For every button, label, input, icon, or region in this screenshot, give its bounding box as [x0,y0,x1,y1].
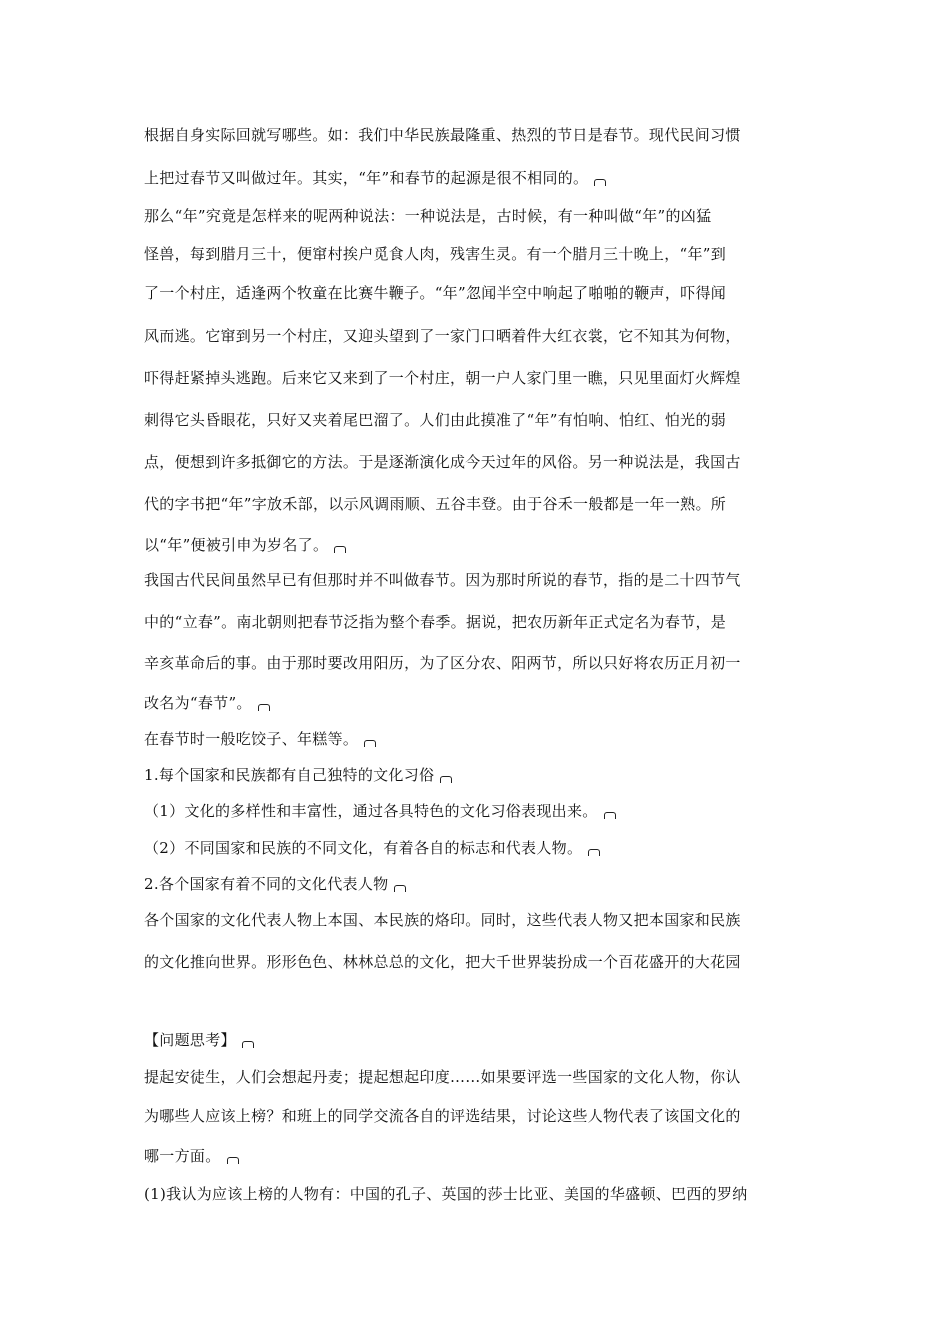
line-text: 以“年”便被引申为岁名了。 [144,536,329,554]
paragraph-line [144,368,741,388]
paragraph-line [144,765,452,785]
paragraph-line [144,874,406,894]
line-text: 哪一方面。 [144,1147,221,1165]
line-text: (1)我认为应该上榜的人物有：中国的孔子、英国的莎士比亚、美国的华盛顿、巴西的罗纳 [144,1185,748,1203]
line-text: 代的字书把“年”字放禾部，以示风调雨顺、五谷丰登。由于谷禾一般都是一年一熟。所 [144,495,727,513]
paragraph-line [144,283,726,303]
line-text: 刺得它头昏眼花，只好又夹着尾巴溜了。人们由此摸准了“年”有怕响、怕红、怕光的弱 [144,411,727,429]
line-text: 2.各个国家有着不同的文化代表人物 [144,875,389,893]
paragraph-line [144,452,741,472]
line-text: 那么“年”究竟是怎样来的呢两种说法：一种说法是，古时候，有一种叫做“年”的凶猛 [144,207,712,225]
paragraph-mark-icon [227,1157,239,1164]
paragraph-line [144,326,741,346]
paragraph-line [144,1146,239,1166]
paragraph-mark-icon [334,546,346,553]
line-text: 我国古代民间虽然早已有但那时并不叫做春节。因为那时所说的春节，指的是二十四节气 [144,571,741,589]
paragraph-mark-icon [242,1041,254,1048]
line-text: 怪兽，每到腊月三十，便窜村挨户觅食人肉，残害生灵。有一个腊月三十晚上，“年”到 [144,245,727,263]
paragraph-line [144,1184,748,1204]
paragraph-line [144,125,741,145]
line-text: （2）不同国家和民族的不同文化，有着各自的标志和代表人物。 [144,839,583,857]
line-text: 中的“立春”。南北朝则把春节泛指为整个春季。据说，把农历新年正式定名为春节，是 [144,613,727,631]
paragraph-line [144,693,270,713]
line-text: 根据自身实际回就写哪些。如：我们中华民族最隆重、热烈的节日是春节。现代民间习惯 [144,126,741,144]
paragraph-mark-icon [604,812,616,819]
paragraph-line [144,535,346,555]
line-text: 风而逃。它窜到另一个村庄，又迎头望到了一家门口晒着件大红衣裳，它不知其为何物， [144,327,741,345]
paragraph-line [144,1106,741,1126]
paragraph-mark-icon [594,179,606,186]
paragraph-line [144,1067,741,1087]
paragraph-line [144,729,376,749]
paragraph-line [144,244,726,264]
line-text: 上把过春节又叫做过年。其实，“年”和春节的起源是很不相同的。 [144,169,589,187]
paragraph-line [144,952,741,972]
line-text: 吓得赶紧掉头逃跑。后来它又来到了一个村庄，朝一户人家门里一瞧，只见里面灯火辉煌 [144,369,741,387]
paragraph-mark-icon [394,885,406,892]
paragraph-line [144,570,741,590]
paragraph-line [144,910,741,930]
line-text: 提起安徒生，人们会想起丹麦；提起想起印度……如果要评选一些国家的文化人物，你认 [144,1068,741,1086]
paragraph-line [144,494,726,514]
paragraph-line [144,838,600,858]
paragraph-mark-icon [440,776,452,783]
line-text: 1.每个国家和民族都有自己独特的文化习俗 [144,766,435,784]
paragraph-line [144,410,726,430]
paragraph-mark-icon [258,704,270,711]
paragraph-line [144,801,616,821]
line-text: 各个国家的文化代表人物上本国、本民族的烙印。同时，这些代表人物又把本国家和民族 [144,911,741,929]
paragraph-line [144,612,726,632]
line-text: 在春节时一般吃饺子、年糕等。 [144,730,359,748]
line-text: 辛亥革命后的事。由于那时要改用阳历，为了区分农、阳两节，所以只好将农历正月初一 [144,654,741,672]
paragraph-line [144,206,711,226]
paragraph-line [144,1030,254,1050]
line-text: 了一个村庄，适逢两个牧童在比赛牛鞭子。“年”忽闻半空中响起了啪啪的鞭声，吓得闻 [144,284,727,302]
line-text: 的文化推向世界。形形色色、林林总总的文化，把大千世界装扮成一个百花盛开的大花园 [144,953,741,971]
paragraph-mark-icon [588,849,600,856]
line-text: 【问题思考】 [144,1031,236,1049]
line-text: 为哪些人应该上榜？和班上的同学交流各自的评选结果，讨论这些人物代表了该国文化的 [144,1107,741,1125]
line-text: 点，便想到许多抵御它的方法。于是逐渐演化成今天过年的风俗。另一种说法是，我国古 [144,453,741,471]
paragraph-line [144,653,741,673]
paragraph-mark-icon [364,740,376,747]
line-text: 改名为“春节”。 [144,694,252,712]
paragraph-line [144,168,606,188]
line-text: （1）文化的多样性和丰富性，通过各具特色的文化习俗表现出来。 [144,802,598,820]
